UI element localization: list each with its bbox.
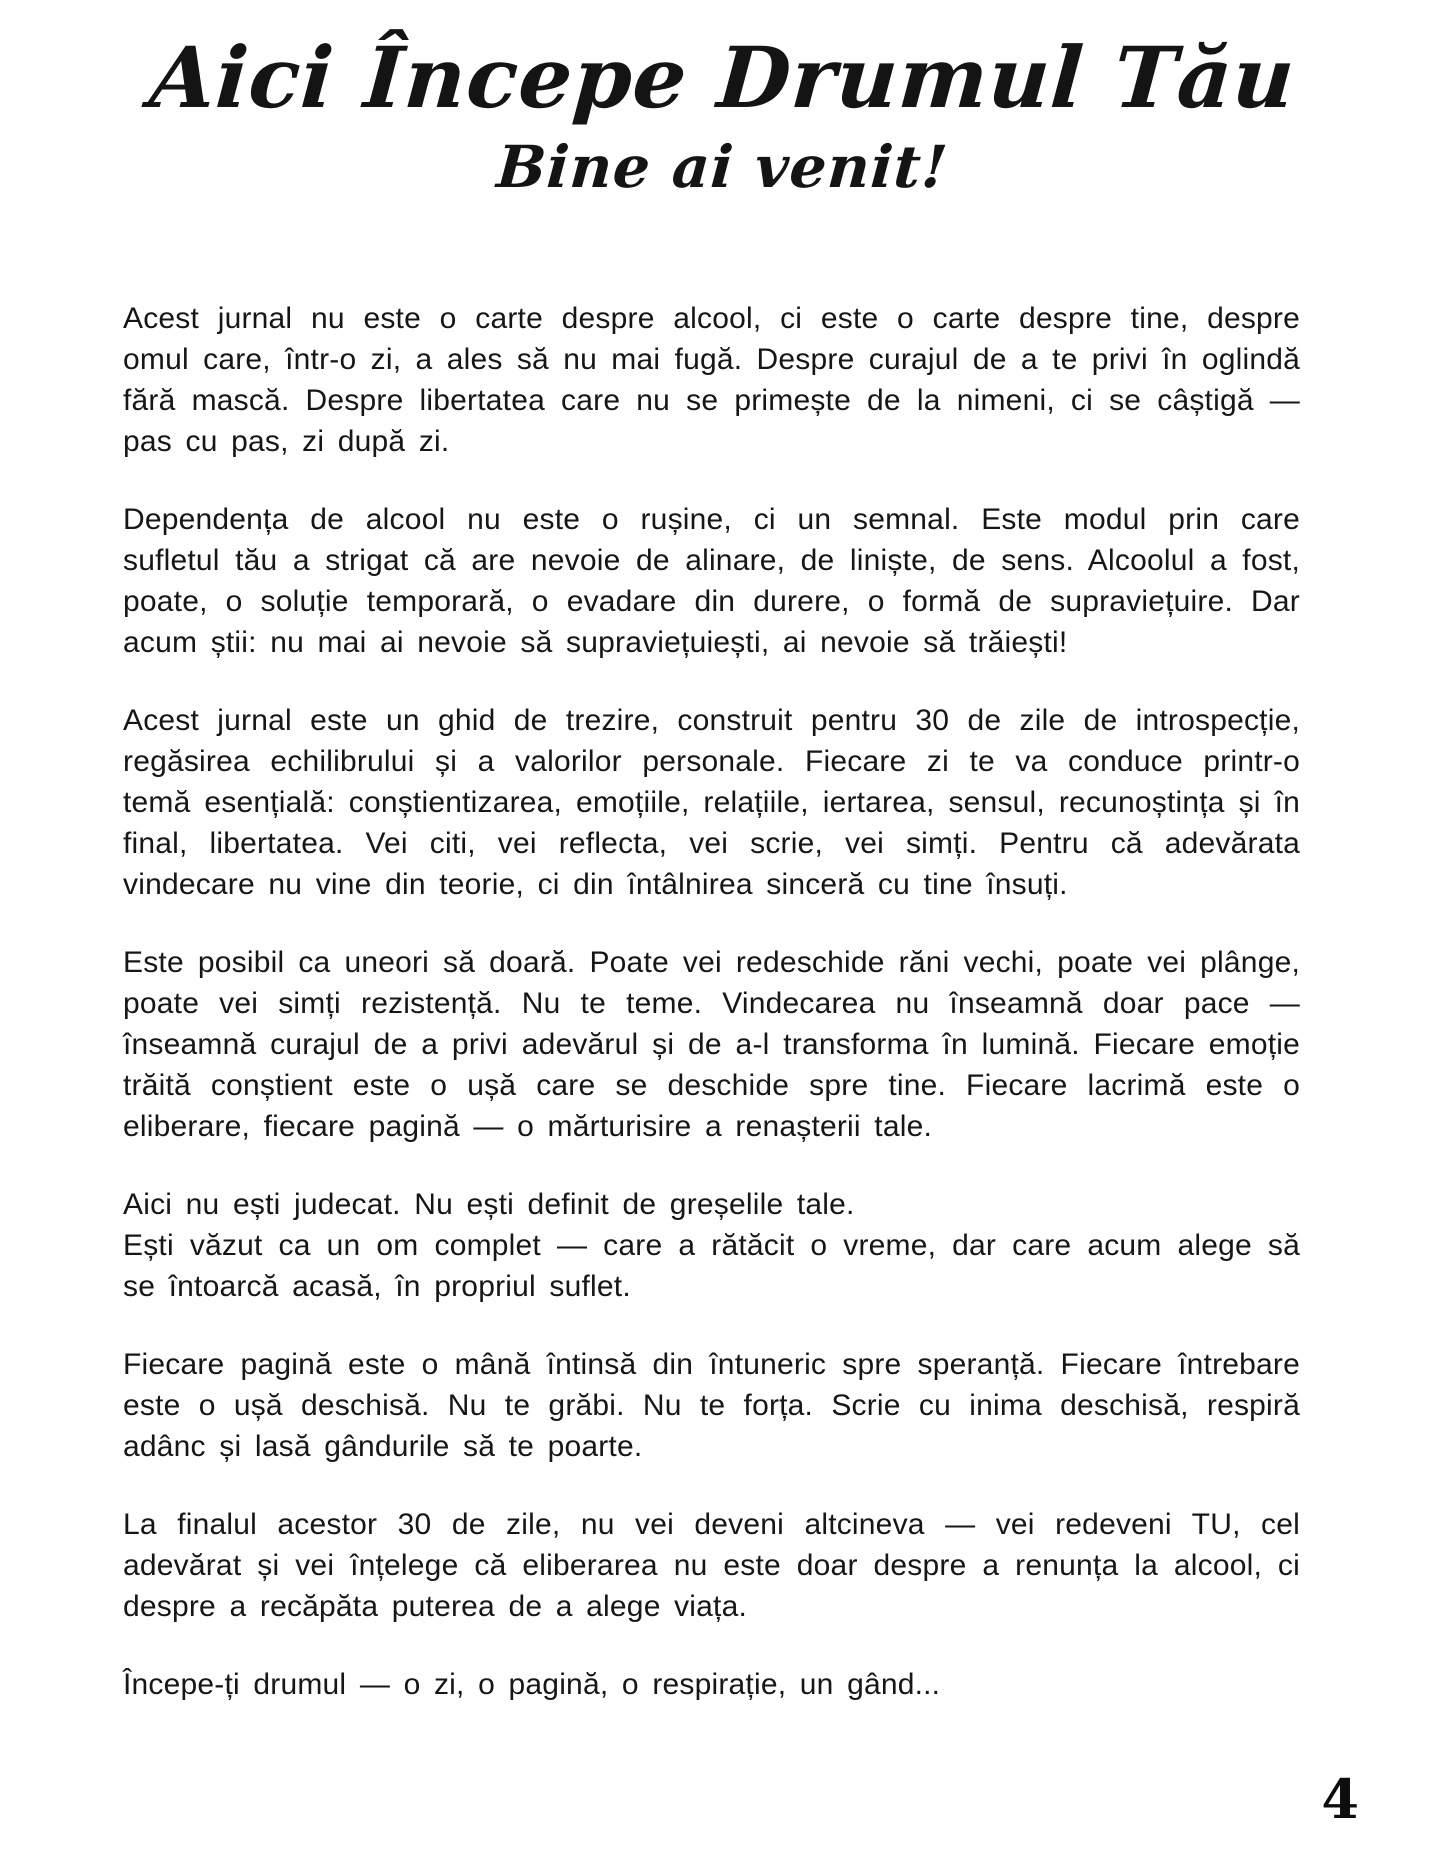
page-subtitle: Bine ai venit!	[494, 133, 951, 202]
paragraph: Fiecare pagină este o mână întinsă din întuneric spre speranță. Fiecare întrebare este o ușă deschisă. Nu te grăbi. Nu te forța. Scrie cu inima deschisă, respiră adânc și lasă gândurile să te poarte.	[123, 1348, 1300, 1463]
paragraph: Dependența de alcool nu este o rușine, ci un semnal. Este modul prin care sufletul tău a strigat că are nevoie de alinare, de liniște, de sens. Alcoolul a fost, poate, o soluție temporară, o evadare din durere, o formă de supraviețuire. Dar acum știi: nu mai ai nevoie să supraviețuiești, ai nevoie să trăiești!	[123, 503, 1300, 659]
paragraph: La finalul acestor 30 de zile, nu vei deveni altcineva — vei redeveni TU, cel adevărat și vei înțelege că eliberarea nu este doar despre a renunța la alcool, ci despre a recăpăta puterea de a alege viața.	[123, 1508, 1300, 1623]
paragraph: Este posibil ca uneori să doară. Poate vei redeschide răni vechi, poate vei plânge, poate vei simți rezistență. Nu te teme. Vindecarea nu înseamnă doar pace — înseamnă curajul de a privi adevărul și de a-l transforma în lumină. Fiecare emoție trăită conștient este o ușă care se deschide spre tine. Fiecare lacrimă este o eliberare, fiecare pagină — o mărturisire a renașterii tale.	[123, 946, 1300, 1143]
paragraph: Aici nu ești judecat. Nu ești definit de greșelile tale. Ești văzut ca un om complet — care a rătăcit o vreme, dar care acum alege să se întoarcă acasă, în propriul suflet.	[123, 1188, 1300, 1303]
page-title: Aici Începe Drumul Tău	[146, 28, 1299, 127]
paragraph: Acest jurnal este un ghid de trezire, construit pentru 30 de zile de introspecție, regăsirea echilibrului și a valorilor personale. Fiecare zi te va conduce printr-o temă esențială: conștientizarea, emoțiile, relațiile, iertarea, sensul, recunoștința și în final, libertatea. Vei citi, vei reflecta, vei scrie, vei simți. Pentru că adevărata vindecare nu vine din teorie, ci din întâlnirea sinceră cu tine însuți.	[123, 704, 1300, 901]
paragraph: Începe-ți drumul — o zi, o pagină, o respirație, un gând...	[123, 1668, 941, 1701]
page-number: 4	[1321, 1767, 1359, 1831]
page-header	[0, 0, 1445, 200]
body-text	[123, 298, 1300, 1742]
paragraph: Acest jurnal nu este o carte despre alcool, ci este o carte despre tine, despre omul care, într-o zi, a ales să nu mai fugă. Despre curajul de a te privi în oglindă fără mască. Despre libertatea care nu se primește de la nimeni, ci se câștigă — pas cu pas, zi după zi.	[123, 302, 1300, 458]
